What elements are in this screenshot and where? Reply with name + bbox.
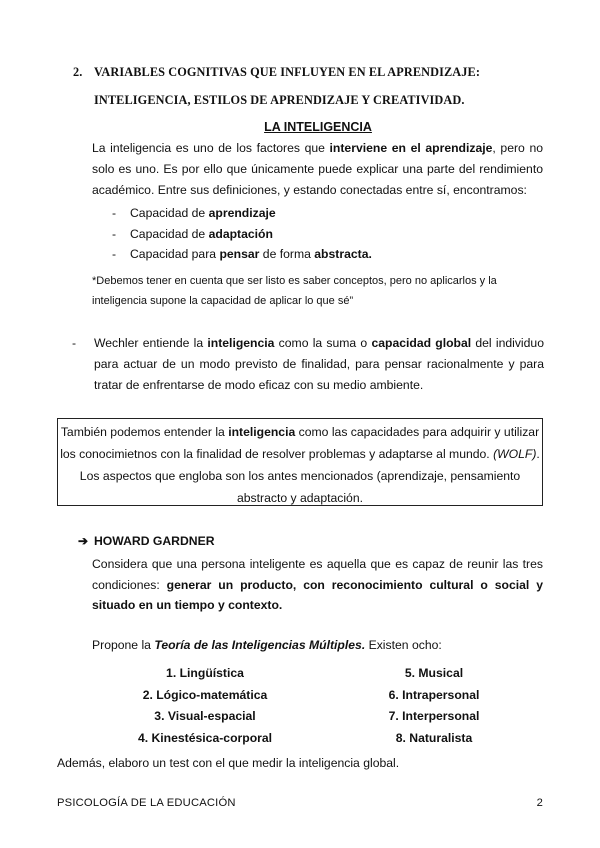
quote-note: *Debemos tener en cuenta que ser listo es saber conceptos, pero no aplicarlos y la inteligencia supone la capacidad de aplicar lo que sé” <box>92 275 497 307</box>
list-item: 8. Naturalista <box>395 730 473 745</box>
section-title: VARIABLES COGNITIVAS QUE INFLUYEN EN EL APRENDIZAJE: INTELIGENCIA, ESTILOS DE APRENDIZAJE Y CREATIVIDAD. <box>94 65 481 107</box>
list-item: 5. Musical <box>404 666 464 680</box>
intro-bold: interviene en el aprendizaje <box>329 141 493 155</box>
footer-course: PSICOLOGÍA DE LA EDUCACIÓN <box>57 797 236 809</box>
list-item: 1. Lingüística <box>166 666 244 680</box>
subtitle: LA INTELIGENCIA <box>264 120 372 134</box>
list-item: 4. Kinestésica-corporal <box>137 730 273 745</box>
capacities-list <box>112 203 372 265</box>
page-number: 2 <box>536 797 543 809</box>
gardner-heading: ➔ HOWARD GARDNER <box>78 534 215 548</box>
list-item: - Capacidad de aprendizaje <box>112 203 372 224</box>
list-item: - Capacidad para pensar de forma abstracta. <box>112 244 372 265</box>
intro-text-1: La inteligencia es uno de los factores que <box>92 141 330 155</box>
list-item: 3. Visual-espacial <box>154 709 256 723</box>
list-item: 7. Interpersonal <box>388 709 480 723</box>
wechler-paragraph: - Wechler entiende la inteligencia como la suma o capacidad global del individuo para actuar de un modo previsto de finalidad, para pensar racionalmente y para tratar de enfrentarse de modo eficaz con su medio ambiente. <box>72 336 544 392</box>
list-item: 2. Lógico-matemática <box>142 687 268 702</box>
intro-text-2: , pero no solo es uno. Es por ello que únicamente puede explicar una parte del rendimiento académico. Entre sus definiciones, y estando conectadas entre sí, encontramos: <box>92 141 543 197</box>
intelligences-list <box>100 663 520 749</box>
section-heading <box>73 58 548 114</box>
section-number: 2. <box>73 65 83 79</box>
intro-paragraph <box>92 138 543 201</box>
list-item: 6. Intrapersonal <box>388 687 480 702</box>
definition-box: También podemos entender la inteligencia como las capacidades para adquirir y utilizar los conocimietnos con la finalidad de resolver problemas y adaptarse al mundo. (WOLF). Los aspectos que engloba son los antes mencionados (aprendizaje, pensamiento abstracto y adaptación. <box>57 418 543 506</box>
list-item: - Capacidad de adaptación <box>112 224 372 245</box>
page-footer <box>57 797 543 809</box>
propone-line: Propone la Teoría de las Inteligencias Múltiples. Existen ocho: <box>92 638 442 652</box>
arrow-right-icon: ➔ <box>78 534 89 548</box>
closing-line: Además, elaboro un test con el que medir la inteligencia global. <box>57 756 400 770</box>
gardner-paragraph: Considera que una persona inteligente es aquella que es capaz de reunir las tres condiciones: generar un producto, con reconocimiento cultural o social y situado en un tiempo y contexto. <box>92 557 543 612</box>
